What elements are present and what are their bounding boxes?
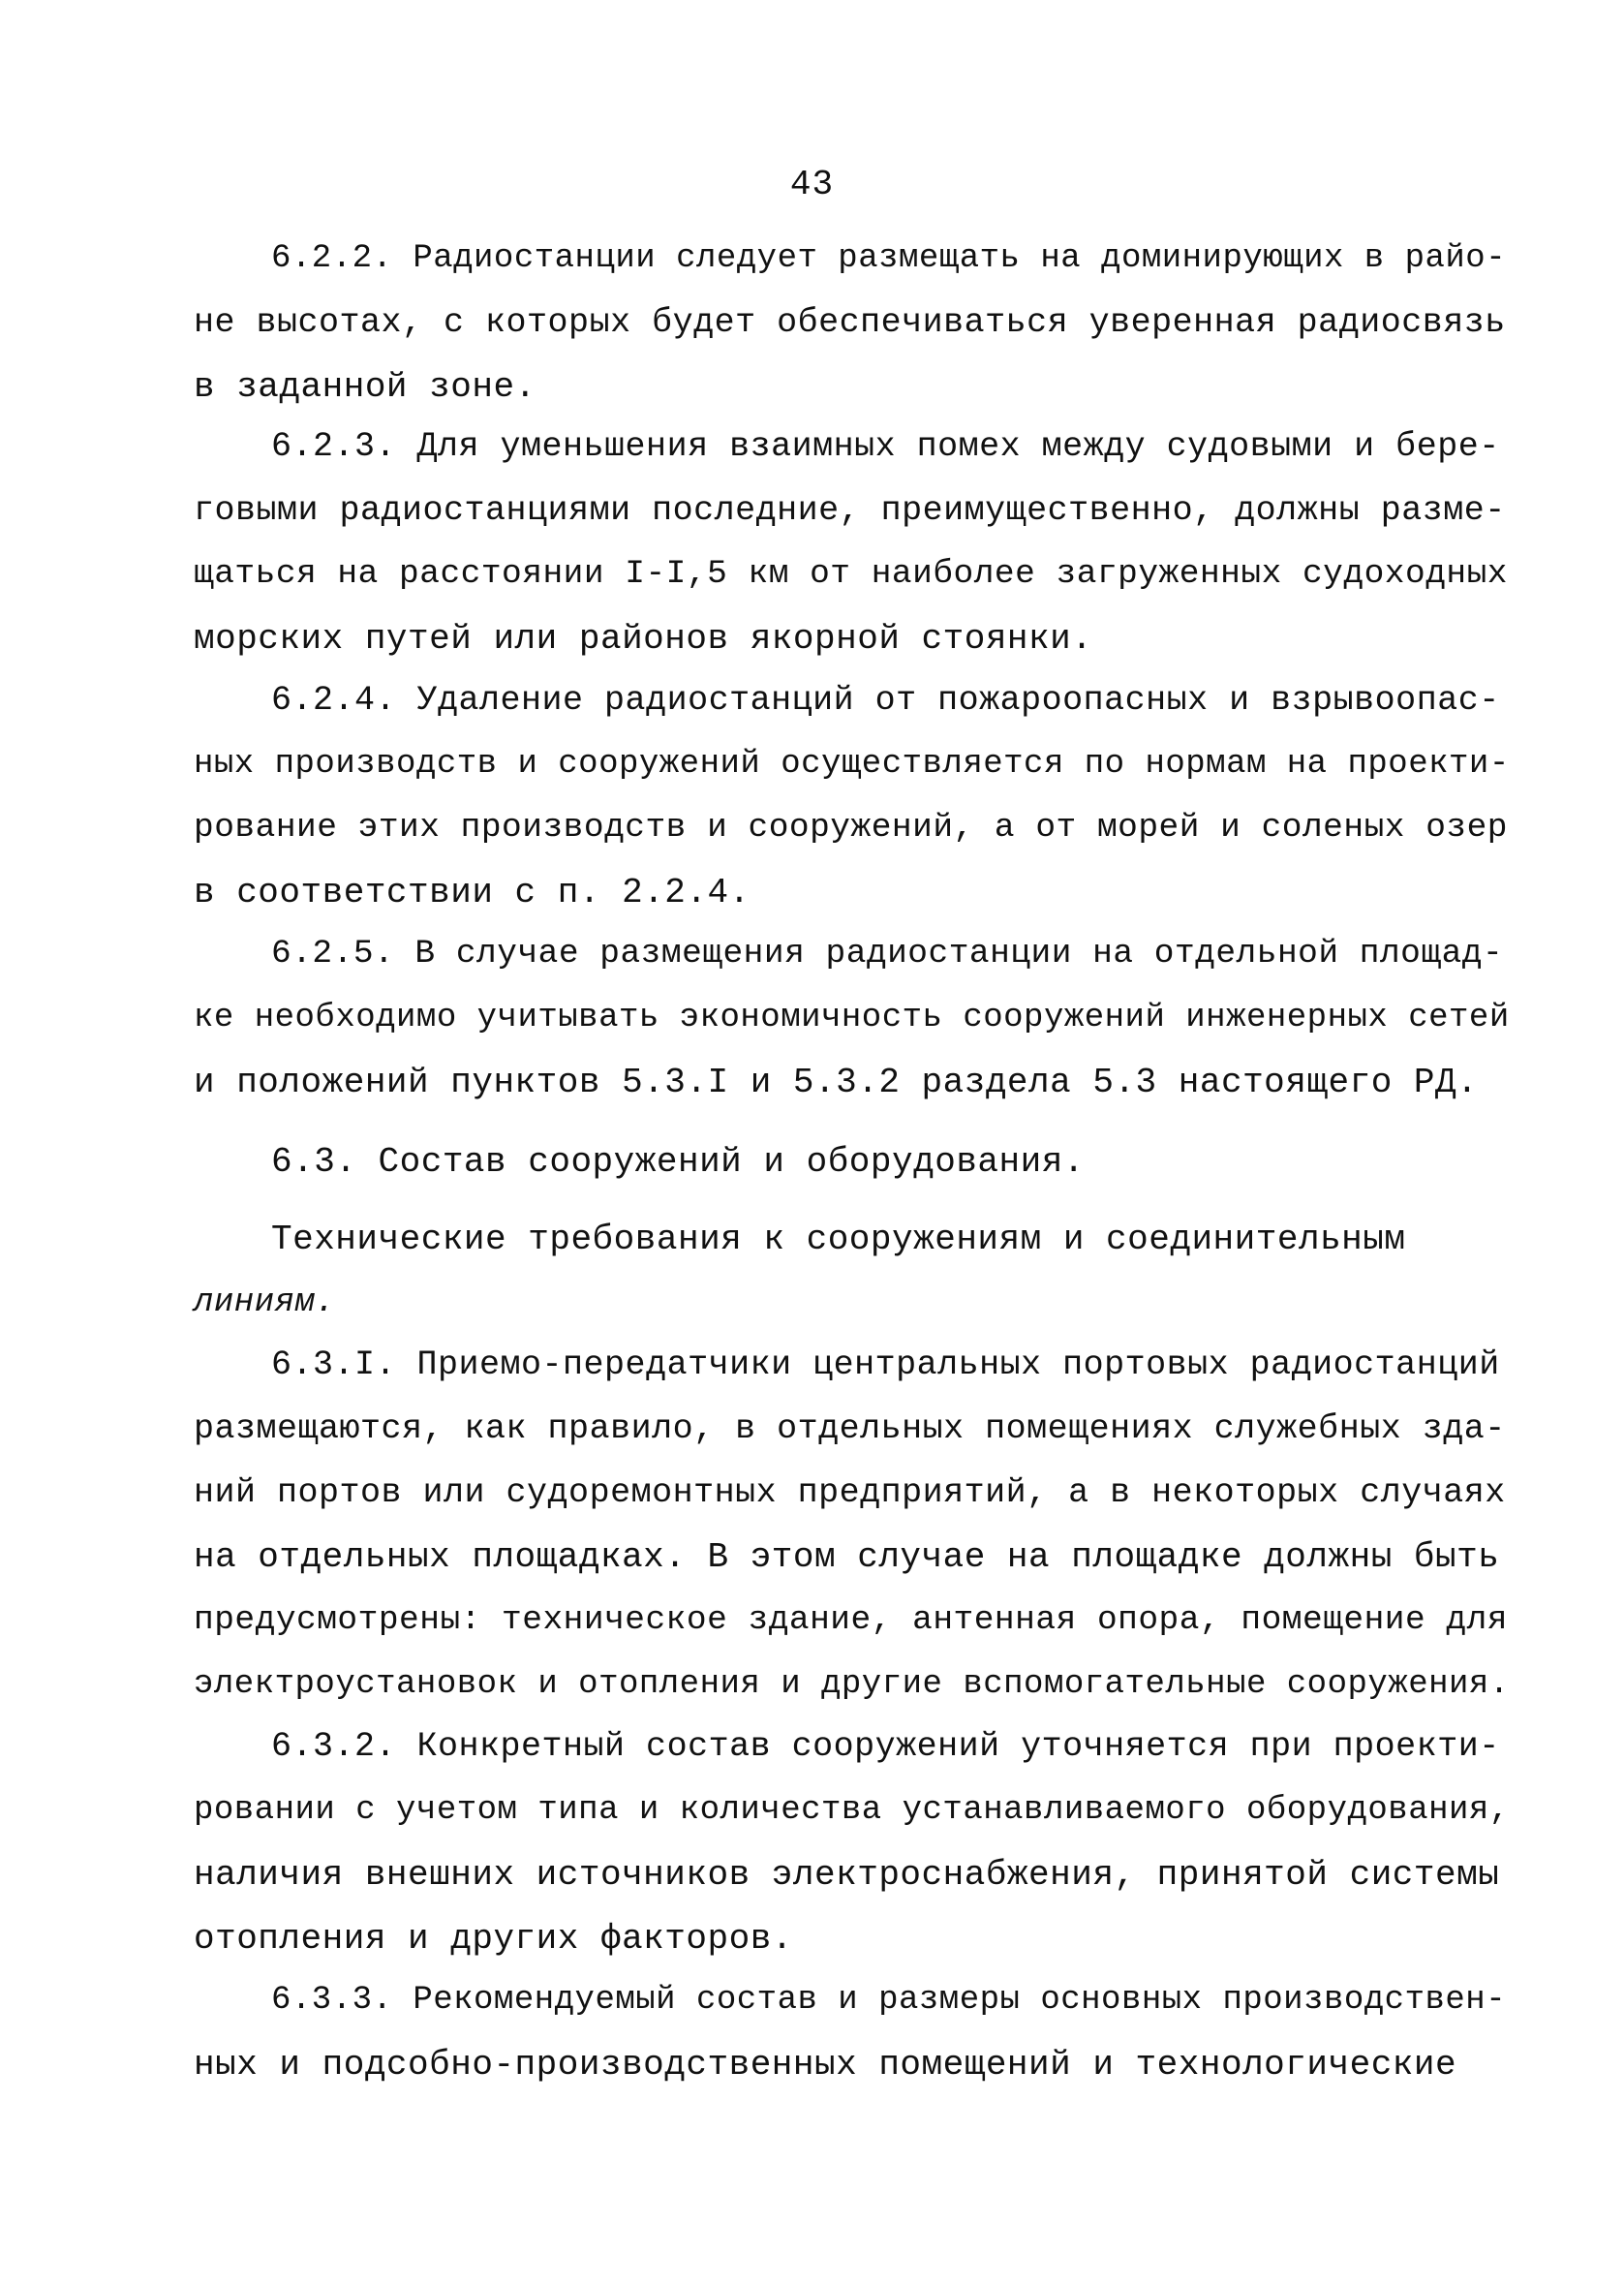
text-line: 6.3.2. Конкретный состав сооружений уточняется при проекти- — [271, 1727, 1500, 1766]
text-line: в соответствии с п. 2.2.4. — [194, 873, 751, 912]
text-line: Технические требования к сооружениям и соединительным — [271, 1220, 1406, 1259]
text-line: ровании с учетом типа и количества устанавливаемого оборудования, — [194, 1792, 1510, 1829]
text-line: не высотах, с которых будет обеспечиваться уверенная радиосвязь — [194, 303, 1506, 342]
text-line: 6.2.5. В случае размещения радиостанции на отдельной площад- — [271, 935, 1504, 973]
text-line: наличия внешних источников электроснабжения, принятой системы — [194, 1855, 1500, 1895]
text-line: морских путей или районов якорной стоянки. — [194, 619, 1093, 659]
text-line: говыми радиостанциями последние, преимущественно, должны разме- — [194, 491, 1506, 530]
text-line: 6.2.2. Радиостанции следует размещать на доминирующих в райо- — [271, 240, 1507, 277]
text-line: размещаются, как правило, в отдельных помещениях служебных зда- — [194, 1409, 1506, 1448]
text-line: в заданной зоне. — [194, 367, 536, 407]
text-line: отопления и других факторов. — [194, 1919, 793, 1959]
text-line: рование этих производств и сооружений, а от морей и соленых озер — [194, 809, 1509, 847]
text-line: электроустановок и отопления и другие вспомогательные сооружения. — [194, 1666, 1510, 1703]
text-line: 6.3.I. Приемо-передатчики центральных портовых радиостанций — [271, 1345, 1500, 1384]
text-line: щаться на расстоянии I-I,5 км от наиболее загруженных судоходных — [194, 555, 1509, 593]
text-line: линиям. — [194, 1284, 336, 1321]
text-line: на отдельных площадках. В этом случае на площадке должны быть — [194, 1537, 1500, 1577]
page-number: 43 — [789, 165, 835, 204]
text-line: 6.2.3. Для уменьшения взаимных помех между судовыми и бере- — [271, 427, 1500, 466]
text-line: предусмотрены: техническое здание, антенная опора, помещение для — [194, 1601, 1509, 1639]
text-line: ке необходимо учитывать экономичность сооружений инженерных сетей — [194, 1000, 1510, 1036]
text-line: и положений пунктов 5.3.I и 5.3.2 раздела 5.3 настоящего РД. — [194, 1063, 1479, 1102]
text-line: 6.2.4. Удаление радиостанций от пожароопасных и взрывоопас- — [271, 681, 1500, 720]
section-heading: 6.3. Состав сооружений и оборудования. — [271, 1142, 1085, 1182]
text-line: ний портов или судоремонтных предприятий, а в некоторых случаях — [194, 1473, 1506, 1512]
text-line: 6.3.3. Рекомендуемый состав и размеры основных производствен- — [271, 1982, 1507, 2019]
text-line: ных и подсобно-производственных помещений и технологические — [194, 2045, 1457, 2085]
text-line: ных производств и сооружений осуществляется по нормам на проекти- — [194, 746, 1510, 783]
